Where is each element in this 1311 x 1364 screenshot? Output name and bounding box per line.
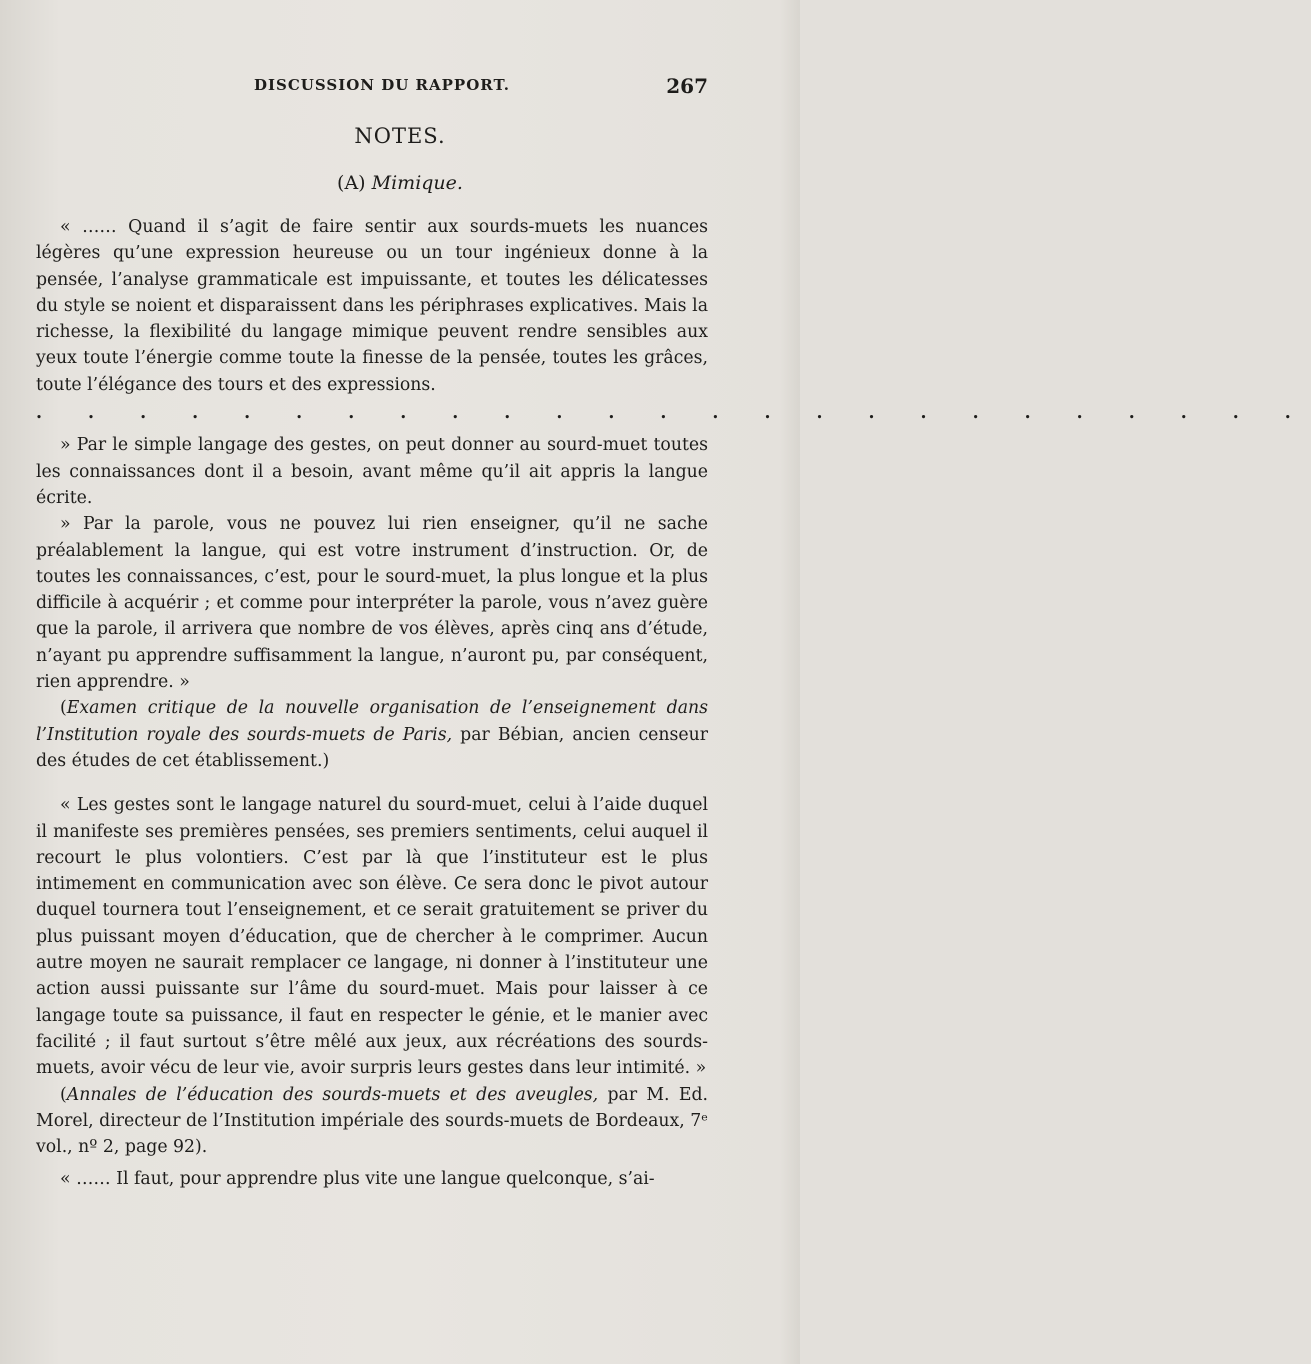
paragraph-5: « …… Il faut, pour apprendre plus vite une langue quelconque, s’ai- [60,1169,655,1190]
ellipsis-line: . . . . . . . . . . . . . . . . . . . . . . . . . [36,403,1311,424]
page-number: 267 [666,74,708,98]
citation-2-rest: par M. Ed. Morel, directeur de l’Institution impériale des sourds-muets de Bordeaux, 7ᵉ vol., nº 2, page 92). [36,1084,708,1158]
citation-2-open: ( [60,1084,67,1105]
notes-heading: NOTES. [354,124,446,148]
paragraph-4: « Les gestes sont le langage naturel du sourd-muet, celui à l’aide duquel il manifeste ses premières pensées, ses premiers sentiments, celui auquel il recourt le plus volontiers. C’est par là que l’instituteur est le plus intimement en communication avec son élève. Ce sera donc le pivot autour duquel tournera tout l’enseignement, et ce serait gratuitement se priver du plus puissant moyen d’éducation, que de chercher à le comprimer. Aucun autre moyen ne saurait remplacer ce langage, ni donner à l’instituteur une action aussi puissante sur l’âme du sourd-muet. Mais pour laisser à ce langage toute sa puissance, il faut en respecter le génie, et le manier avec facilité ; il faut surtout s’être mêlé aux jeux, aux récréations des sourds-muets, avoir vécu de leur vie, avoir surpris leurs gestes dans leur intimité. » [36,795,708,1079]
running-title: DISCUSSION DU RAPPORT. [254,76,510,94]
citation-1 [36,695,708,774]
page-header [36,74,708,104]
section-heading [0,172,800,194]
section-name: Mimique. [371,172,463,194]
citation-2 [36,1082,708,1161]
section-letter: (A) [337,172,366,194]
body-text [36,214,1311,1193]
paragraph-1: « …… Quand il s’agit de faire sentir aux sourds-muets les nuances légères qu’une expression heureuse ou un tour ingénieux donne à la pensée, l’analyse grammaticale est impuissante, et toutes les délicatesses du style se noient et disparaissent dans les périphrases explicatives. Mais la richesse, la flexibilité du langage mimique peuvent rendre sensibles aux yeux toute l’énergie comme toute la finesse de la pensée, toutes les grâces, toute l’élégance des tours et des expressions. [36,217,708,395]
citation-1-open: ( [60,698,67,719]
paragraph-2: » Par le simple langage des gestes, on peut donner au sourd-muet toutes les connaissances dont il a besoin, avant même qu’il ait appris la langue écrite. [36,435,708,508]
paragraph-3: » Par la parole, vous ne pouvez lui rien enseigner, qu’il ne sache préalablement la langue, qui est votre instrument d’instruction. Or, de toutes les connaissances, c’est, pour le sourd-muet, la plus longue et la plus difficile à acquérir ; et comme pour interpréter la parole, vous n’avez guère que la parole, il arrivera que nombre de vos élèves, après cinq ans d’étude, n’ayant pu apprendre suffisamment la langue, n’auront pu, par conséquent, rien apprendre. » [36,514,708,693]
citation-1-title: Examen critique de la nouvelle organisation de l’enseignement dans l’Institution royale des sourds-muets de Paris, [36,698,708,745]
citation-1-rest: par Bébian, ancien censeur des études de cet établissement.) [36,724,708,771]
citation-2-title: Annales de l’éducation des sourds-muets et des aveugles, [66,1084,599,1105]
